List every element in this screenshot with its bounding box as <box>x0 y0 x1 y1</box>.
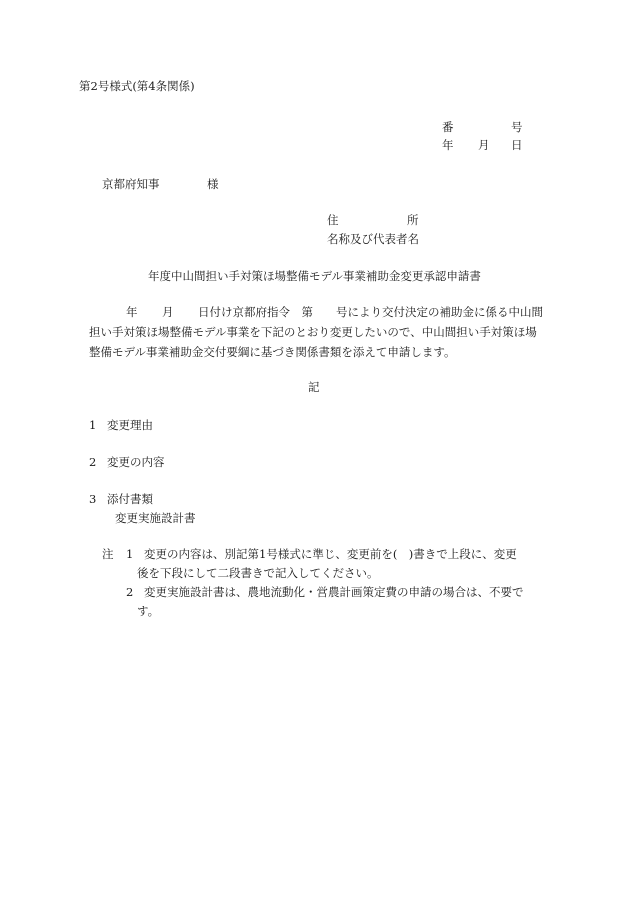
item-1-num: 1 <box>89 418 97 432</box>
item-2-label: 変更の内容 <box>107 455 165 469</box>
date-month: 月 <box>478 138 490 152</box>
body-line1: 日付け京都府指令 第 号により交付決定の補助金に係る中山間 <box>198 305 543 319</box>
note-1-line1: 変更の内容は、別記第1号様式に準じ、変更前を( )書きで上段に、変更 <box>144 547 517 561</box>
ki-heading: 記 <box>308 380 320 394</box>
addressee-honorific: 様 <box>207 177 219 191</box>
document-title: 年度中山間担い手対策ほ場整備モデル事業補助金変更承認申請書 <box>148 269 481 283</box>
item-2-num: 2 <box>89 455 97 469</box>
date-day: 日 <box>511 138 523 152</box>
address-label-1: 住 <box>327 213 339 227</box>
notes-label: 注 <box>102 547 114 561</box>
form-label: 第2号様式(第4条関係) <box>79 79 195 93</box>
body-month: 月 <box>162 305 174 319</box>
body-line3: 整備モデル事業補助金交付要綱に基づき関係書類を添えて申請します。 <box>89 345 456 359</box>
body-year: 年 <box>126 305 138 319</box>
address-label-2: 所 <box>407 213 419 227</box>
note-2-line1: 変更実施設計書は、農地流動化・営農計画策定費の申請の場合は、不要で <box>144 585 524 599</box>
note-1-line2: 後を下段にして二段書きで記入してください。 <box>137 566 379 580</box>
date-year: 年 <box>442 138 454 152</box>
addressee-name: 京都府知事 <box>102 177 160 191</box>
number-label-go: 号 <box>511 120 523 134</box>
item-3-label: 添付書類 <box>107 492 153 506</box>
attachment-item: 変更実施設計書 <box>115 511 196 525</box>
name-label: 名称及び代表者名 <box>327 232 419 246</box>
note-1-num: 1 <box>126 547 134 561</box>
item-3-num: 3 <box>89 492 97 506</box>
item-1-label: 変更理由 <box>107 418 153 432</box>
body-line2: 担い手対策ほ場整備モデル事業を下記のとおり変更したいので、中山間担い手対策ほ場 <box>89 325 537 339</box>
number-label-ban: 番 <box>442 120 454 134</box>
note-2-line2: す。 <box>137 604 160 618</box>
note-2-num: 2 <box>126 585 134 599</box>
